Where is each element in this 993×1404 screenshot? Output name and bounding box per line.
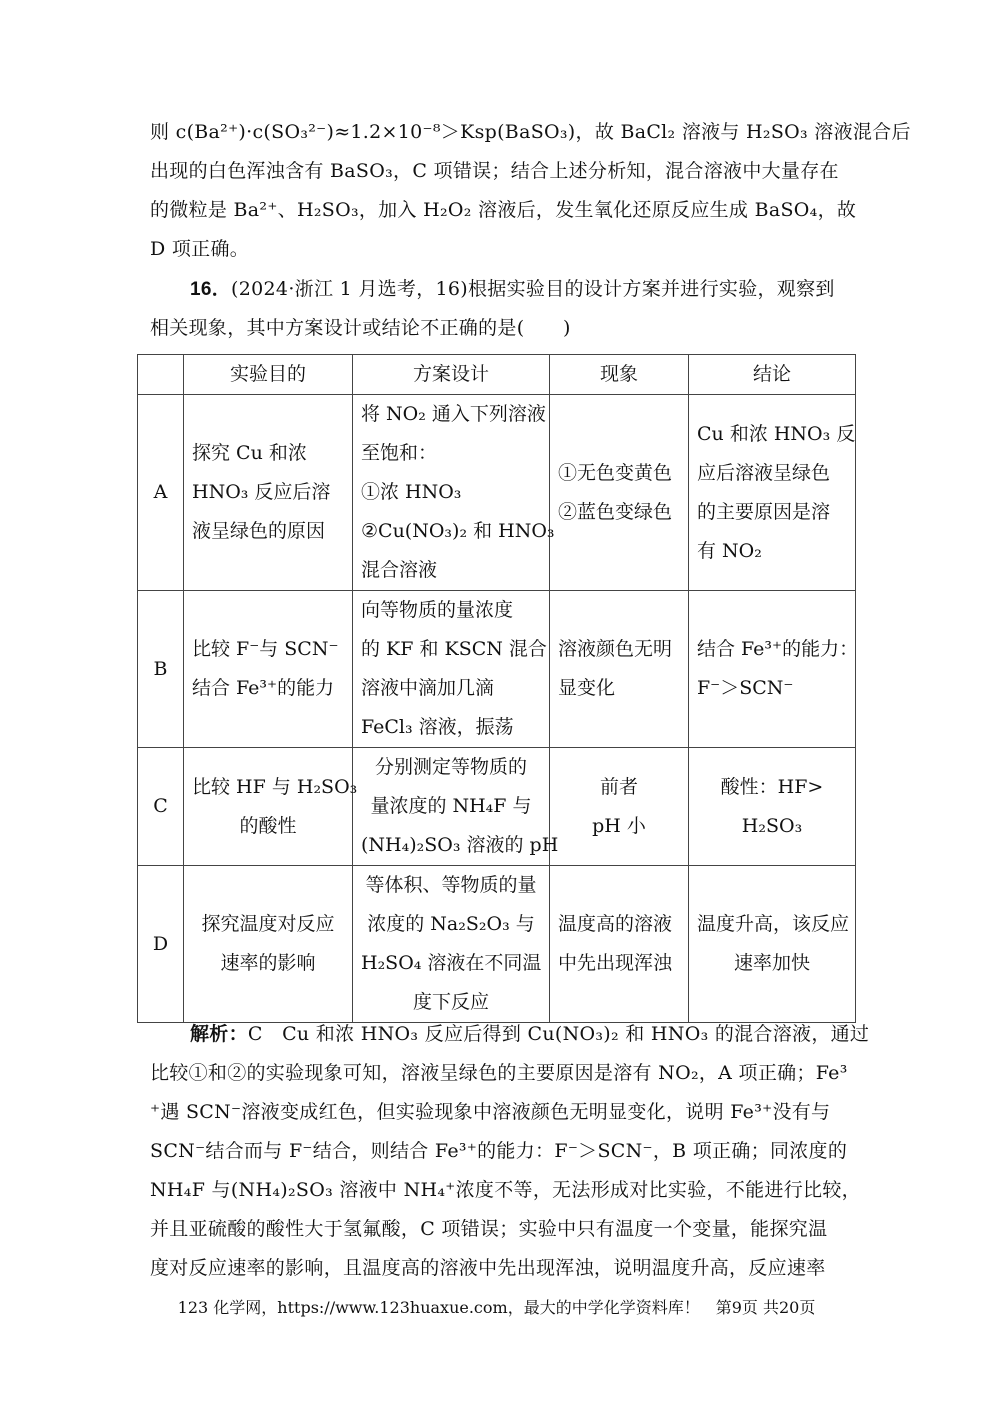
cell-line: 等体积、等物质的量 <box>365 874 537 896</box>
cell-line: 中先出现浑浊 <box>558 952 673 974</box>
purpose-cell <box>184 591 353 748</box>
cell-line: 度下反应 <box>412 991 489 1013</box>
cell-line: F⁻＞SCN⁻ <box>697 677 794 699</box>
text-line: 则 c(Ba²⁺)·c(SO₃²⁻)≈1.2×10⁻⁸＞Ksp(BaSO₃)，故 BaCl₂ 溶液与 H₂SO₃ 溶液混合后 <box>150 121 911 143</box>
cell-line: Cu 和浓 HNO₃ 反 <box>697 422 856 445</box>
cell-line: 分别测定等物质的 <box>374 756 527 778</box>
cell-line: 探究 Cu 和浓 <box>192 442 307 464</box>
conclusion-cell <box>689 591 859 748</box>
cell-line: 的主要原因是溶 <box>697 500 831 523</box>
question-line <box>190 270 890 309</box>
cell-line: 显变化 <box>558 677 616 699</box>
option-label: C <box>138 748 184 866</box>
page-footer: 123 化学网，https://www.123huaxue.com，最大的中学化学资料库！ 第9页 共20页 <box>177 1298 816 1317</box>
analysis-answer: C <box>247 1023 263 1045</box>
cell-line: 溶液中滴加几滴 <box>361 677 495 699</box>
cell-line: 溶液颜色无明 <box>558 638 673 660</box>
conclusion-cell <box>689 866 856 1023</box>
header-cell: 方案设计 <box>353 355 550 395</box>
analysis-line: 比较①和②的实验现象可知，溶液呈绿色的主要原因是溶有 NO₂，A 项正确；Fe³ <box>150 1062 848 1084</box>
cell-line: 应后溶液呈绿色 <box>697 461 831 484</box>
cell-line: 前者 <box>599 775 638 798</box>
cell-line: 有 NO₂ <box>697 539 762 562</box>
question-text: (2024·浙江 1 月选考，16)根据实验目的设计方案并进行实验，观察到 <box>231 278 835 300</box>
cell-line: 比较 HF 与 H₂SO₃ <box>192 775 358 798</box>
purpose-cell <box>184 395 353 591</box>
table-row <box>138 866 856 1023</box>
cell-line: 向等物质的量浓度 <box>361 599 514 621</box>
header-cell: 实验目的 <box>184 355 353 395</box>
cell-line: ①无色变黄色 <box>558 461 673 484</box>
table-header-row <box>138 355 856 395</box>
conclusion-cell <box>689 748 856 866</box>
phenomenon-cell <box>550 748 689 866</box>
cell-line: 结合 Fe³⁺的能力： <box>697 638 859 660</box>
experiment-table <box>137 354 859 1023</box>
analysis-line: NH₄F 与(NH₄)₂SO₃ 溶液中 NH₄⁺浓度不等，无法形成对比实验，不能进行比较， <box>150 1179 861 1201</box>
design-cell <box>353 591 550 748</box>
cell-line: H₂SO₄ 溶液在不同温 <box>361 952 542 974</box>
cell-line: 速率的影响 <box>220 952 316 974</box>
analysis-text: Cu 和浓 HNO₃ 反应后得到 Cu(NO₃)₂ 和 HNO₃ 的混合溶液，通过 <box>282 1023 870 1045</box>
phenomenon-cell <box>550 591 689 748</box>
text-line: 出现的白色浑浊含有 BaSO₃，C 项错误；结合上述分析知，混合溶液中大量存在 <box>150 160 839 182</box>
phenomenon-cell <box>550 395 689 591</box>
cell-line: 的酸性 <box>239 814 297 837</box>
option-label: D <box>138 866 184 1023</box>
table-row <box>138 748 856 866</box>
cell-line: (NH₄)₂SO₃ 溶液的 pH <box>361 834 559 856</box>
cell-line: HNO₃ 反应后溶 <box>192 481 331 503</box>
cell-line: ②蓝色变绿色 <box>558 500 673 523</box>
analysis-line: 并且亚硫酸的酸性大于氢氟酸，C 项错误；实验中只有温度一个变量，能探究温 <box>150 1218 828 1240</box>
table-row <box>138 395 856 591</box>
cell-line: 浓度的 Na₂S₂O₃ 与 <box>367 913 535 935</box>
header-cell <box>138 355 184 395</box>
analysis-line: SCN⁻结合而与 F⁻结合，则结合 Fe³⁺的能力：F⁻＞SCN⁻，B 项正确；同浓度的 <box>150 1140 848 1162</box>
question-line: 相关现象，其中方案设计或结论不正确的是( ) <box>150 317 571 339</box>
cell-line: ②Cu(NO₃)₂ 和 HNO₃ <box>361 520 555 542</box>
cell-line: 量浓度的 NH₄F 与 <box>370 795 532 817</box>
header-cell: 现象 <box>550 355 689 395</box>
analysis-line: 度对反应速率的影响，且温度高的溶液中先出现浑浊，说明温度升高，反应速率 <box>150 1257 826 1279</box>
design-cell <box>353 866 550 1023</box>
cell-line: 探究温度对反应 <box>201 913 335 935</box>
text-line: D 项正确。 <box>150 238 250 260</box>
option-label: A <box>138 395 184 591</box>
cell-line: FeCl₃ 溶液，振荡 <box>361 716 514 738</box>
cell-line: 至饱和： <box>361 442 438 464</box>
table-row <box>138 591 856 748</box>
option-label: B <box>138 591 184 748</box>
cell-line: 液呈绿色的原因 <box>192 520 326 542</box>
analysis-line: ⁺遇 SCN⁻溶液变成红色，但实验现象中溶液颜色无明显变化，说明 Fe³⁺没有与 <box>150 1101 831 1123</box>
cell-line: H₂SO₃ <box>741 814 803 837</box>
cell-line: 酸性：HF> <box>720 775 824 798</box>
cell-line: 速率加快 <box>733 952 810 974</box>
cell-line: 混合溶液 <box>361 559 438 581</box>
question-number: 16． <box>190 279 232 300</box>
purpose-cell <box>184 748 358 866</box>
cell-line: ①浓 HNO₃ <box>361 481 462 503</box>
conclusion-cell <box>689 395 856 591</box>
purpose-cell <box>184 866 353 1023</box>
header-cell: 结论 <box>689 355 856 395</box>
cell-line: 温度升高，该反应 <box>697 913 850 935</box>
design-cell <box>353 395 555 591</box>
cell-line: 的 KF 和 KSCN 混合 <box>361 638 547 660</box>
design-cell <box>353 748 559 866</box>
cell-line: 结合 Fe³⁺的能力 <box>192 677 335 699</box>
analysis-line <box>190 1015 890 1054</box>
cell-line: 将 NO₂ 通入下列溶液 <box>361 403 546 425</box>
analysis-label: 解析： <box>190 1023 248 1045</box>
phenomenon-cell <box>550 866 689 1023</box>
cell-line: 温度高的溶液 <box>558 913 673 935</box>
cell-line: pH 小 <box>592 814 646 837</box>
text-line: 的微粒是 Ba²⁺、H₂SO₃，加入 H₂O₂ 溶液后，发生氧化还原反应生成 BaSO₄，故 <box>150 199 857 221</box>
cell-line: 比较 F⁻与 SCN⁻ <box>192 638 339 660</box>
